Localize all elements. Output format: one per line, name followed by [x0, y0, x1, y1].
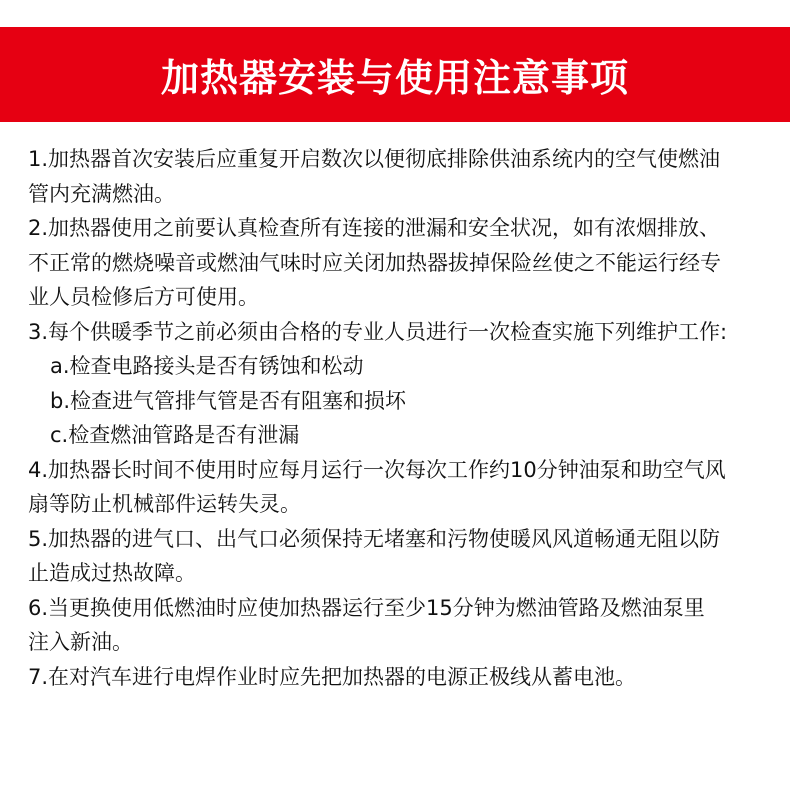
notes-list	[28, 142, 773, 694]
item-4-line-2: 扇等防止机械部件运转失灵。	[28, 492, 301, 516]
item-3-line-1: 3.每个供暖季节之前必须由合格的专业人员进行一次检查实施下列维护工作:	[28, 319, 728, 344]
item-2-line-1: 2.加热器使用之前要认真检查所有连接的泄漏和安全状况，如有浓烟排放、	[28, 216, 721, 240]
item-4-line-1: 4.加热器长时间不使用时应每月运行一次每次工作约10分钟油泵和助空气风	[28, 457, 726, 482]
list-item-4	[28, 453, 773, 522]
page-title: 加热器安装与使用注意事项	[160, 56, 629, 100]
list-item-3	[28, 315, 773, 453]
item-1-line-2: 管内充满燃油。	[28, 181, 175, 206]
list-item-7	[28, 660, 773, 695]
item-2-line-2: 不正常的燃烧噪音或燃油气味时应关闭加热器拔掉保险丝使之不能运行经专	[28, 250, 721, 275]
subitem-b: b.检查进气管排气管是否有阻塞和损坏	[50, 388, 407, 413]
item-6-line-1: 6.当更换使用低燃油时应使加热器运行至少15分钟为燃油管路及燃油泵里	[28, 595, 705, 620]
list-item-2	[28, 211, 773, 315]
item-2-line-3: 业人员检修后方可使用。	[28, 285, 259, 309]
item-7-line-1: 7.在对汽车进行电焊作业时应先把加热器的电源正极线从蓄电池。	[28, 664, 637, 689]
item-5-line-1: 5.加热器的进气口、出气口必须保持无堵塞和污物使暖风风道畅通无阻以防	[28, 526, 721, 551]
subitem-c: c.检查燃油管路是否有泄漏	[50, 423, 300, 447]
item-5-line-2: 止造成过热故障。	[28, 561, 196, 585]
title-banner	[0, 27, 790, 122]
subitem-a: a.检查电路接头是否有锈蚀和松动	[50, 354, 364, 378]
list-item-6	[28, 591, 773, 660]
item-1-line-1: 1.加热器首次安装后应重复开启数次以便彻底排除供油系统内的空气使燃油	[28, 147, 721, 171]
item-6-line-2: 注入新油。	[28, 630, 133, 654]
list-item-1	[28, 142, 773, 211]
list-item-5	[28, 522, 773, 591]
